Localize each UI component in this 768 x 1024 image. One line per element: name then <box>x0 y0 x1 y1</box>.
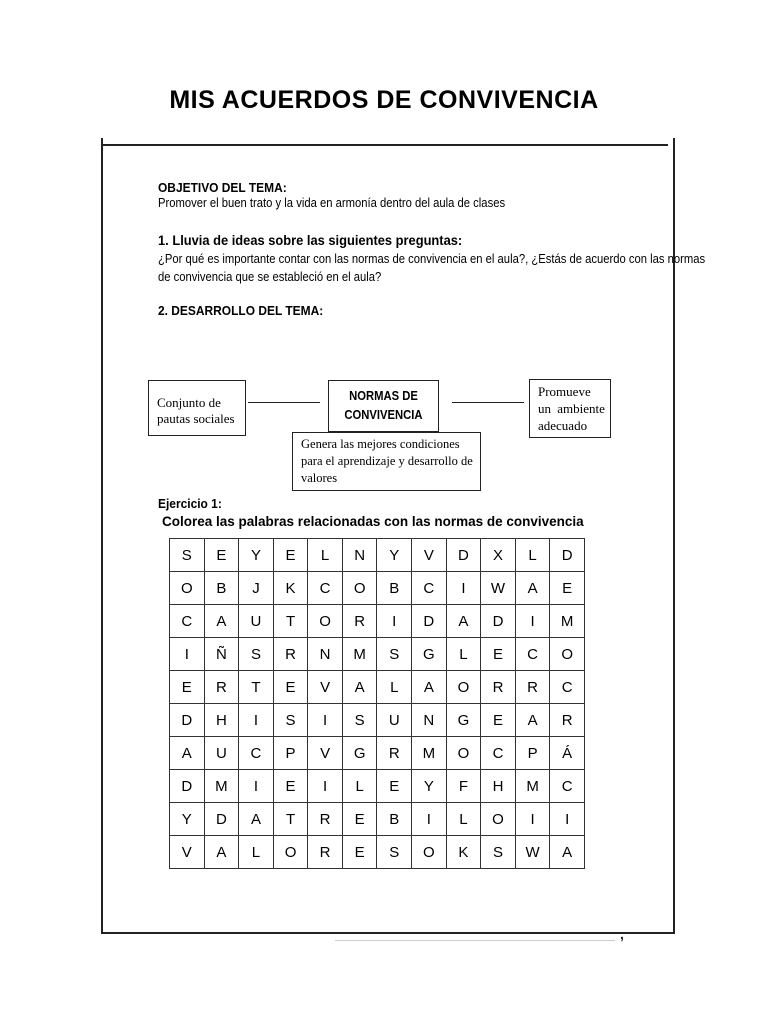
grid-cell[interactable]: O <box>446 737 481 770</box>
objective-heading: OBJETIVO DEL TEMA: <box>158 180 287 195</box>
grid-cell[interactable]: S <box>239 638 274 671</box>
grid-cell[interactable]: L <box>308 539 343 572</box>
grid-cell[interactable]: M <box>204 770 239 803</box>
grid-cell[interactable]: V <box>308 671 343 704</box>
diagram-bottom-box <box>292 432 481 491</box>
grid-cell[interactable]: D <box>170 704 205 737</box>
grid-cell[interactable]: C <box>412 572 447 605</box>
grid-cell[interactable]: Y <box>377 539 412 572</box>
grid-cell[interactable]: E <box>342 803 377 836</box>
grid-cell[interactable]: W <box>515 836 550 869</box>
grid-cell[interactable]: C <box>239 737 274 770</box>
corner-mark: , <box>620 926 624 942</box>
grid-cell[interactable]: P <box>515 737 550 770</box>
exercise-heading: Ejercicio 1: <box>158 496 222 511</box>
grid-cell[interactable]: I <box>412 803 447 836</box>
grid-cell[interactable]: R <box>342 605 377 638</box>
grid-cell[interactable]: R <box>377 737 412 770</box>
grid-cell[interactable]: K <box>273 572 308 605</box>
grid-cell[interactable]: B <box>377 572 412 605</box>
grid-cell[interactable]: L <box>377 671 412 704</box>
grid-cell[interactable]: Y <box>239 539 274 572</box>
grid-cell[interactable]: B <box>377 803 412 836</box>
grid-cell[interactable]: O <box>412 836 447 869</box>
grid-cell[interactable]: S <box>170 539 205 572</box>
grid-cell[interactable]: D <box>412 605 447 638</box>
grid-cell[interactable]: A <box>204 605 239 638</box>
grid-row <box>170 803 585 836</box>
grid-cell[interactable]: O <box>481 803 516 836</box>
grid-row <box>170 638 585 671</box>
grid-cell[interactable]: E <box>273 539 308 572</box>
grid-cell[interactable]: M <box>550 605 585 638</box>
grid-cell[interactable]: Y <box>170 803 205 836</box>
grid-cell[interactable]: M <box>412 737 447 770</box>
grid-cell[interactable]: E <box>377 770 412 803</box>
grid-cell[interactable]: D <box>446 539 481 572</box>
grid-cell[interactable]: C <box>550 671 585 704</box>
grid-cell[interactable]: A <box>412 671 447 704</box>
grid-cell[interactable]: E <box>170 671 205 704</box>
page-title: MIS ACUERDOS DE CONVIVENCIA <box>169 86 599 114</box>
grid-cell[interactable]: W <box>481 572 516 605</box>
center-box-line2: CONVIVENCIA <box>344 408 423 422</box>
grid-cell[interactable]: A <box>204 836 239 869</box>
bottom-box-line1: Genera las mejores condiciones <box>301 437 460 451</box>
grid-cell[interactable]: I <box>550 803 585 836</box>
grid-cell[interactable]: R <box>515 671 550 704</box>
grid-cell[interactable]: V <box>308 737 343 770</box>
grid-cell[interactable]: R <box>204 671 239 704</box>
grid-cell[interactable]: A <box>515 704 550 737</box>
grid-cell[interactable]: L <box>446 638 481 671</box>
grid-cell[interactable]: O <box>550 638 585 671</box>
grid-cell[interactable]: X <box>481 539 516 572</box>
section2-heading: 2. DESARROLLO DEL TEMA: <box>158 303 324 318</box>
left-box-line2: pautas sociales <box>157 411 235 426</box>
left-box-line1: Conjunto de <box>157 395 221 410</box>
grid-row <box>170 770 585 803</box>
section1-question-line2: de convivencia que se estableció en el aula? <box>158 270 382 284</box>
bottom-box-line2: para el aprendizaje y desarrollo de <box>301 454 473 468</box>
section1-question-line1: ¿Por qué es importante contar con las normas de convivencia en el aula?, ¿Estás de acuerdo con las normas <box>158 252 706 266</box>
grid-cell[interactable]: S <box>377 836 412 869</box>
grid-cell[interactable]: E <box>481 704 516 737</box>
grid-cell[interactable]: A <box>446 605 481 638</box>
grid-cell[interactable]: E <box>273 770 308 803</box>
grid-cell[interactable]: H <box>204 704 239 737</box>
grid-cell[interactable]: U <box>204 737 239 770</box>
connector-left <box>248 402 320 403</box>
grid-cell[interactable]: U <box>239 605 274 638</box>
grid-cell[interactable]: C <box>550 770 585 803</box>
grid-cell[interactable]: T <box>273 605 308 638</box>
grid-cell[interactable]: I <box>239 770 274 803</box>
grid-cell[interactable]: A <box>550 836 585 869</box>
grid-cell[interactable]: I <box>308 770 343 803</box>
grid-cell[interactable]: C <box>308 572 343 605</box>
grid-cell[interactable]: I <box>515 605 550 638</box>
right-box-line3: adecuado <box>538 418 588 433</box>
grid-cell[interactable]: O <box>446 671 481 704</box>
grid-cell[interactable]: H <box>481 770 516 803</box>
grid-cell[interactable]: N <box>308 638 343 671</box>
grid-cell[interactable]: I <box>239 704 274 737</box>
grid-cell[interactable]: R <box>273 638 308 671</box>
grid-cell[interactable]: A <box>342 671 377 704</box>
grid-cell[interactable]: C <box>481 737 516 770</box>
grid-cell[interactable]: L <box>239 836 274 869</box>
connector-right <box>452 402 524 403</box>
grid-cell[interactable]: G <box>446 704 481 737</box>
grid-cell[interactable]: M <box>515 770 550 803</box>
grid-cell[interactable]: D <box>170 770 205 803</box>
grid-row <box>170 572 585 605</box>
grid-cell[interactable]: N <box>412 704 447 737</box>
exercise-instruction: Colorea las palabras relacionadas con las normas de convivencia <box>162 514 584 529</box>
grid-cell[interactable]: R <box>308 836 343 869</box>
grid-cell[interactable]: A <box>170 737 205 770</box>
diagram-right-box <box>529 379 611 438</box>
objective-text: Promover el buen trato y la vida en armonía dentro del aula de clases <box>158 196 506 210</box>
grid-cell[interactable]: R <box>550 704 585 737</box>
grid-row <box>170 539 585 572</box>
grid-cell[interactable]: O <box>342 572 377 605</box>
grid-cell[interactable]: L <box>515 539 550 572</box>
right-box-line2: un ambiente <box>538 401 605 416</box>
grid-cell[interactable]: D <box>550 539 585 572</box>
center-box-line1: NORMAS DE <box>349 389 418 403</box>
grid-cell[interactable]: L <box>446 803 481 836</box>
grid-cell[interactable]: D <box>204 803 239 836</box>
grid-cell[interactable]: V <box>170 836 205 869</box>
grid-cell[interactable]: A <box>239 803 274 836</box>
grid-row <box>170 836 585 869</box>
grid-cell[interactable]: C <box>170 605 205 638</box>
grid-cell[interactable]: E <box>342 836 377 869</box>
grid-cell[interactable]: V <box>412 539 447 572</box>
grid-cell[interactable]: P <box>273 737 308 770</box>
right-box-line1: Promueve <box>538 384 591 399</box>
grid-cell[interactable]: O <box>273 836 308 869</box>
grid-cell[interactable]: T <box>273 803 308 836</box>
grid-cell[interactable]: C <box>515 638 550 671</box>
grid-cell[interactable]: E <box>273 671 308 704</box>
grid-cell[interactable]: I <box>515 803 550 836</box>
grid-cell[interactable]: S <box>342 704 377 737</box>
grid-cell[interactable]: Ñ <box>204 638 239 671</box>
grid-cell[interactable]: E <box>204 539 239 572</box>
grid-row <box>170 737 585 770</box>
grid-cell[interactable]: I <box>446 572 481 605</box>
word-search-grid <box>169 538 585 869</box>
grid-cell[interactable]: M <box>342 638 377 671</box>
grid-row <box>170 704 585 737</box>
grid-cell[interactable]: O <box>170 572 205 605</box>
grid-cell[interactable]: G <box>342 737 377 770</box>
grid-cell[interactable]: R <box>308 803 343 836</box>
grid-cell[interactable]: O <box>308 605 343 638</box>
grid-cell[interactable]: I <box>308 704 343 737</box>
grid-cell[interactable]: E <box>481 638 516 671</box>
grid-cell[interactable]: Á <box>550 737 585 770</box>
grid-cell[interactable]: G <box>412 638 447 671</box>
grid-cell[interactable]: A <box>515 572 550 605</box>
frame-shadow-line <box>335 940 615 941</box>
grid-cell[interactable]: E <box>550 572 585 605</box>
grid-row <box>170 671 585 704</box>
grid-cell[interactable]: D <box>481 605 516 638</box>
grid-cell[interactable]: S <box>377 638 412 671</box>
grid-row <box>170 605 585 638</box>
grid-cell[interactable]: L <box>342 770 377 803</box>
grid-cell[interactable]: R <box>481 671 516 704</box>
grid-cell[interactable]: T <box>239 671 274 704</box>
grid-cell[interactable]: J <box>239 572 274 605</box>
section1-heading: 1. Lluvia de ideas sobre las siguientes preguntas: <box>158 232 463 248</box>
grid-cell[interactable]: K <box>446 836 481 869</box>
grid-cell[interactable]: F <box>446 770 481 803</box>
grid-cell[interactable]: B <box>204 572 239 605</box>
grid-cell[interactable]: I <box>170 638 205 671</box>
bottom-box-line3: valores <box>301 471 338 485</box>
grid-cell[interactable]: N <box>342 539 377 572</box>
grid-cell[interactable]: I <box>377 605 412 638</box>
grid-cell[interactable]: S <box>481 836 516 869</box>
diagram-center-box <box>328 380 439 432</box>
grid-cell[interactable]: S <box>273 704 308 737</box>
diagram-left-box <box>148 380 246 436</box>
grid-cell[interactable]: U <box>377 704 412 737</box>
grid-cell[interactable]: Y <box>412 770 447 803</box>
